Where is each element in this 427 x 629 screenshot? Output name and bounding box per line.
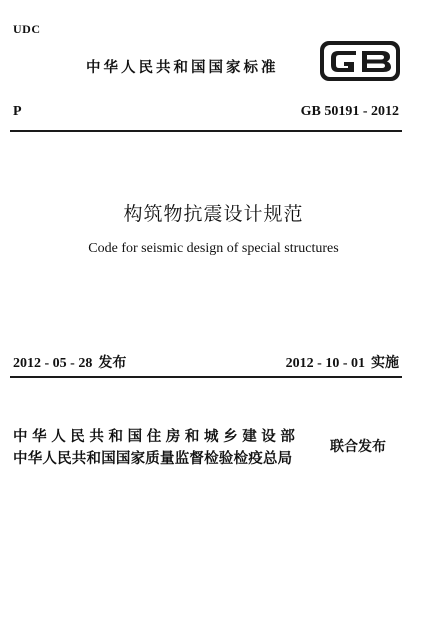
title-chinese: 构筑物抗震设计规范 [123, 203, 304, 225]
implementation-date: 2012 - 10 - 01 [285, 356, 365, 371]
issue-date: 2012 - 05 - 28 [13, 356, 93, 371]
middle-divider [10, 376, 402, 378]
gb-logo-icon [318, 38, 402, 84]
udc-code: UDC [13, 22, 41, 36]
implementation-date-line [286, 352, 399, 372]
issuer-administration: 中华人民共和国国家质量监督检验检疫总局 [13, 451, 293, 467]
implementation-word: 实施 [371, 355, 399, 371]
issue-word: 发布 [98, 355, 127, 371]
top-divider [10, 130, 402, 132]
issue-date-line [13, 352, 126, 372]
national-standard-label: 中华人民共和国国家标准 [86, 60, 279, 76]
classification-code: P [13, 104, 22, 119]
issuer-ministry: 中华人民共和国住房和城乡建设部 [13, 429, 300, 445]
joint-issue-label: 联合发布 [330, 439, 386, 455]
standard-number: GB 50191 - 2012 [300, 104, 399, 119]
title-english: Code for seismic design of special structures [88, 241, 339, 256]
